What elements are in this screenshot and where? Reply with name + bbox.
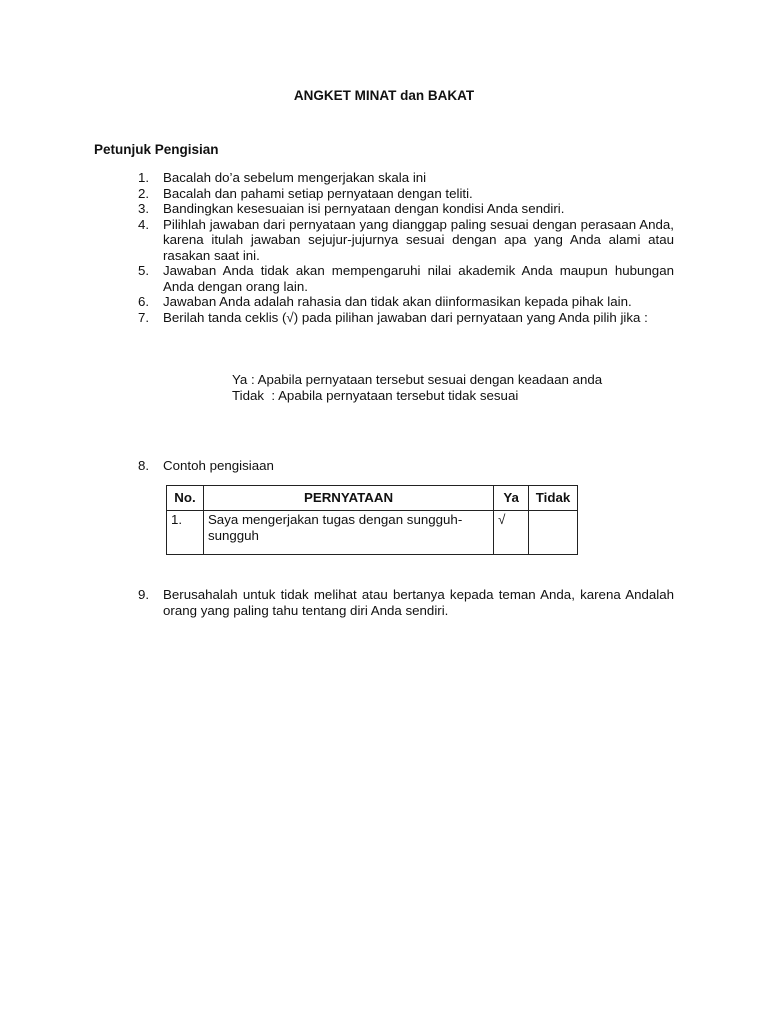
instruction-text: Berilah tanda ceklis (√) pada pilihan jawaban dari pernyataan yang Anda pilih jika :	[163, 309, 648, 325]
instructions-heading: Petunjuk Pengisian	[94, 142, 219, 157]
instruction-number: 4.	[138, 216, 150, 232]
instruction-text: Berusahalah untuk tidak melihat atau bertanya kepada teman Anda, karena Andalah orang yang paling tahu tentang diri Anda sendiri.	[163, 587, 674, 618]
instruction-number: 1.	[138, 170, 150, 185]
table-header-row	[167, 486, 578, 511]
instruction-text: Bandingkan kesesuaian isi pernyataan dengan kondisi Anda sendiri.	[163, 201, 565, 216]
cell-ya: √	[494, 511, 529, 555]
instruction-text: Contoh pengisiaan	[163, 458, 274, 473]
instruction-list	[138, 170, 674, 325]
example-heading	[138, 458, 274, 474]
instruction-number: 7.	[138, 309, 150, 325]
legend-tidak: Tidak : Apabila pernyataan tersebut tidak sesuai	[232, 387, 519, 403]
instruction-number: 2.	[138, 185, 150, 201]
instruction-item	[138, 170, 674, 186]
instruction-item	[138, 310, 674, 326]
table-row	[167, 511, 578, 555]
cell-tidak	[529, 511, 578, 555]
example-table	[166, 485, 578, 555]
document-title: ANGKET MINAT dan BAKAT	[293, 88, 475, 103]
instruction-number: 3.	[138, 201, 150, 216]
instruction-item	[138, 294, 674, 310]
instruction-number: 9.	[138, 587, 150, 602]
header-statement: PERNYATAAN	[203, 486, 493, 511]
instruction-item	[138, 201, 674, 217]
instruction-item	[138, 263, 674, 294]
instruction-number: 8.	[138, 458, 150, 473]
final-instruction	[138, 587, 674, 618]
instruction-text: Bacalah do’a sebelum mengerjakan skala ini	[163, 170, 427, 185]
answer-legend	[232, 372, 602, 403]
instruction-text: Jawaban Anda tidak akan mempengaruhi nilai akademik Anda maupun hubungan Anda dengan orang lain.	[163, 263, 674, 294]
header-no: No.	[167, 486, 204, 511]
cell-no: 1.	[167, 511, 204, 555]
instruction-number: 5.	[138, 263, 150, 278]
instruction-text: Bacalah dan pahami setiap pernyataan dengan teliti.	[163, 185, 473, 201]
header-ya: Ya	[494, 486, 529, 511]
instruction-text: Pilihlah jawaban dari pernyataan yang dianggap paling sesuai dengan perasaan Anda, karena itulah jawaban sejujur-jujurnya sesuai dengan apa yang Anda alami atau rasakan saat ini.	[163, 216, 674, 263]
header-tidak: Tidak	[529, 486, 578, 511]
legend-ya: Ya : Apabila pernyataan tersebut sesuai dengan keadaan anda	[232, 372, 603, 387]
instruction-number: 6.	[138, 294, 150, 309]
instruction-item	[138, 217, 674, 264]
instruction-item	[138, 186, 674, 202]
instruction-text: Jawaban Anda adalah rahasia dan tidak akan diinformasikan kepada pihak lain.	[163, 294, 632, 309]
cell-statement: Saya mengerjakan tugas dengan sungguh-sungguh	[203, 511, 493, 555]
